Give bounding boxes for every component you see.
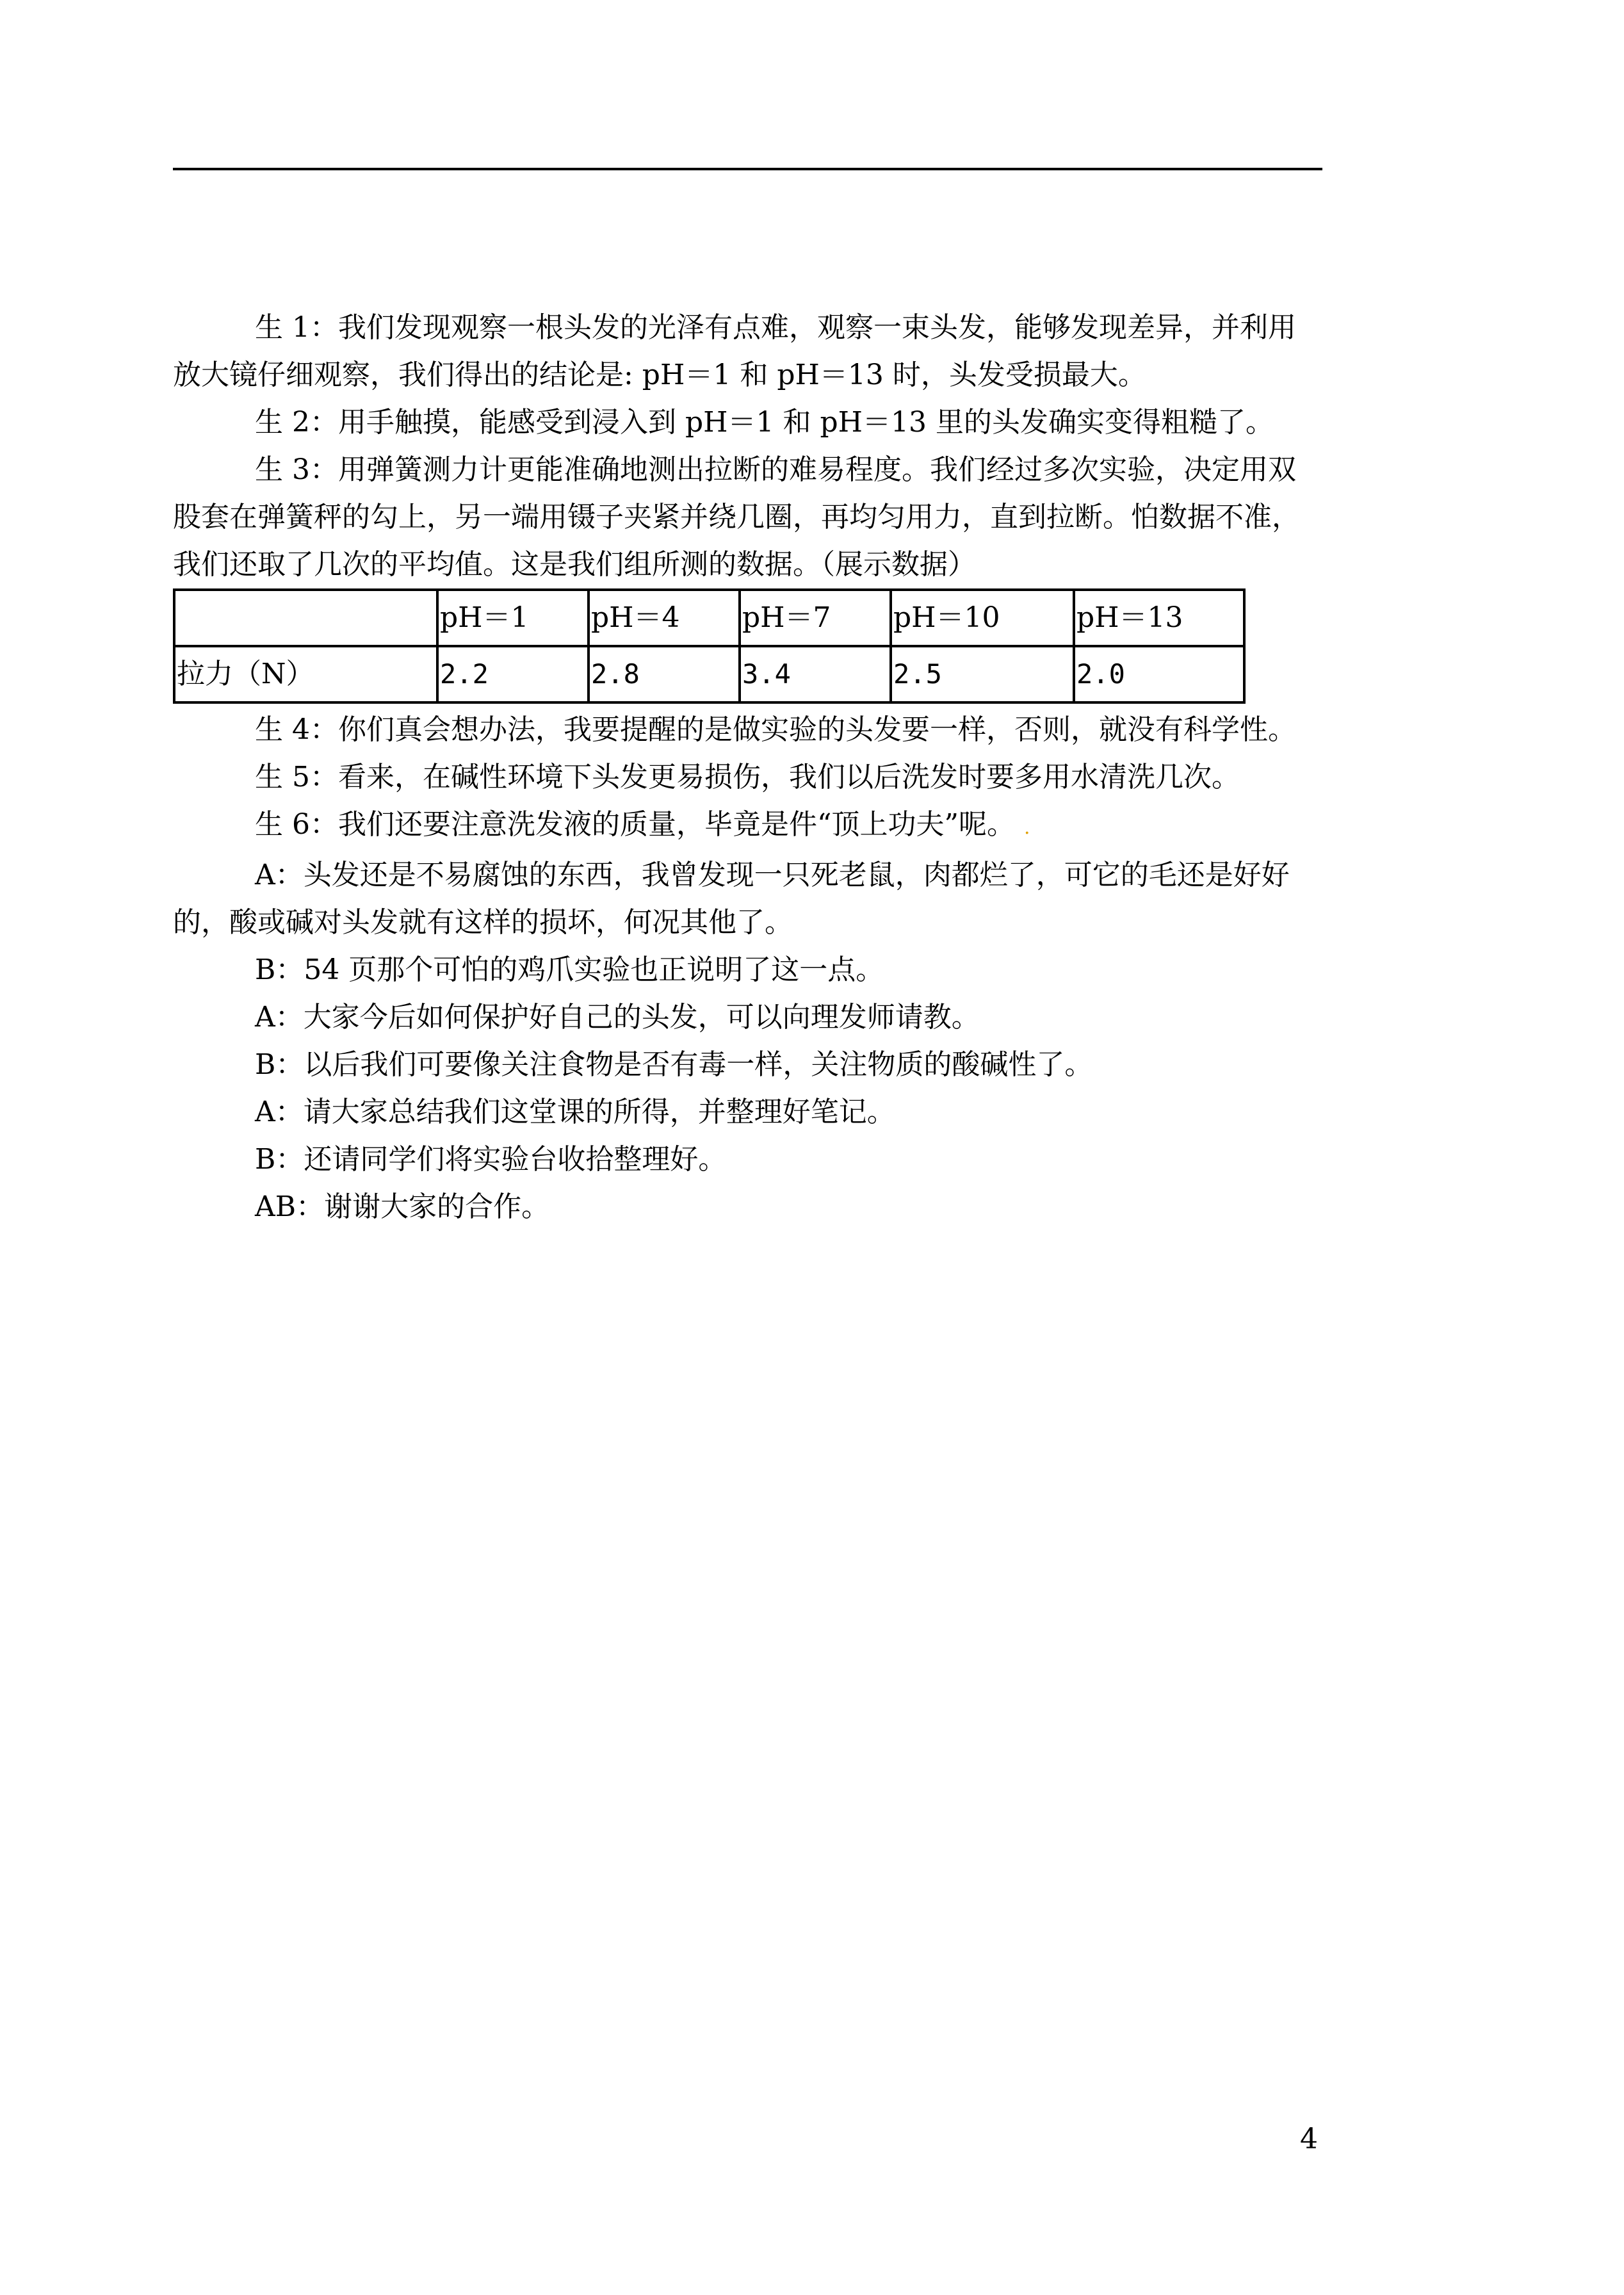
dialog-line-a-2: A：大家今后如何保护好自己的头发，可以向理发师请教。: [255, 1001, 980, 1034]
table-header-row: [174, 590, 1244, 646]
paragraph-host-a-1: A：头发还是不易腐蚀的东西，我曾发现一只死老鼠，肉都烂了，可它的毛还是好好的，酸或碱对头发就有这样的损坏，何况其他了。: [173, 859, 1290, 939]
table-cell: 2.8: [589, 646, 740, 702]
tension-data-table: [173, 588, 1246, 704]
table-cell: 2.5: [891, 646, 1074, 702]
dialog-line-b-1: B：54 页那个可怕的鸡爪实验也正说明了这一点。: [255, 953, 884, 986]
table-row: [174, 646, 1244, 702]
paragraph-student-2: 生 2：用手触摸，能感受到浸入到 pH＝1 和 pH＝13 里的头发确实变得粗糙了。: [255, 406, 1274, 439]
paragraph-student-1: 生 1：我们发现观察一根头发的光泽有点难，观察一束头发，能够发现差异，并利用放大镜仔细观察，我们得出的结论是: pH＝1 和 pH＝13 时，头发受损最大。: [173, 311, 1296, 391]
table-header-cell: pH＝4: [589, 590, 740, 646]
paragraph-student-6-text: 生 6：我们还要注意洗发液的质量，毕竟是件“顶上功夫”呢。: [255, 808, 1015, 841]
table-header-cell: pH＝13: [1074, 590, 1244, 646]
table-cell: 2.2: [437, 646, 589, 702]
table-header-cell: pH＝7: [740, 590, 891, 646]
edit-marker: .: [1023, 816, 1030, 839]
document-body: [173, 304, 1322, 1231]
table-cell: 3.4: [740, 646, 891, 702]
table-row-label: 拉力（N）: [174, 646, 437, 702]
table-header-cell: [174, 590, 437, 646]
paragraph-student-6: [173, 801, 1322, 852]
page-number: 4: [1300, 2123, 1318, 2155]
paragraph-student-4: 生 4：你们真会想办法，我要提醒的是做实验的头发要一样，否则，就没有科学性。: [255, 713, 1296, 746]
dialog-line-ab: AB：谢谢大家的合作。: [255, 1190, 550, 1223]
table-cell: 2.0: [1074, 646, 1244, 702]
table-header-cell: pH＝10: [891, 590, 1074, 646]
paragraph-student-3: 生 3：用弹簧测力计更能准确地测出拉断的难易程度。我们经过多次实验，决定用双股套在弹簧秤的勾上，另一端用镊子夹紧并绕几圈，再均匀用力，直到拉断。怕数据不准，我们还取了几次的平均值。这是我们组所测的数据。（展示数据）: [173, 453, 1300, 581]
dialog-line-a-3: A：请大家总结我们这堂课的所得，并整理好笔记。: [255, 1096, 895, 1128]
paragraph-student-5: 生 5：看来，在碱性环境下头发更易损伤，我们以后洗发时要多用水清洗几次。: [255, 761, 1240, 793]
header-rule: [173, 168, 1322, 170]
dialog-line-b-3: B：还请同学们将实验台收拾整理好。: [255, 1143, 727, 1176]
dialog-line-b-2: B：以后我们可要像关注食物是否有毒一样，关注物质的酸碱性了。: [255, 1048, 1093, 1081]
table-header-cell: pH＝1: [437, 590, 589, 646]
